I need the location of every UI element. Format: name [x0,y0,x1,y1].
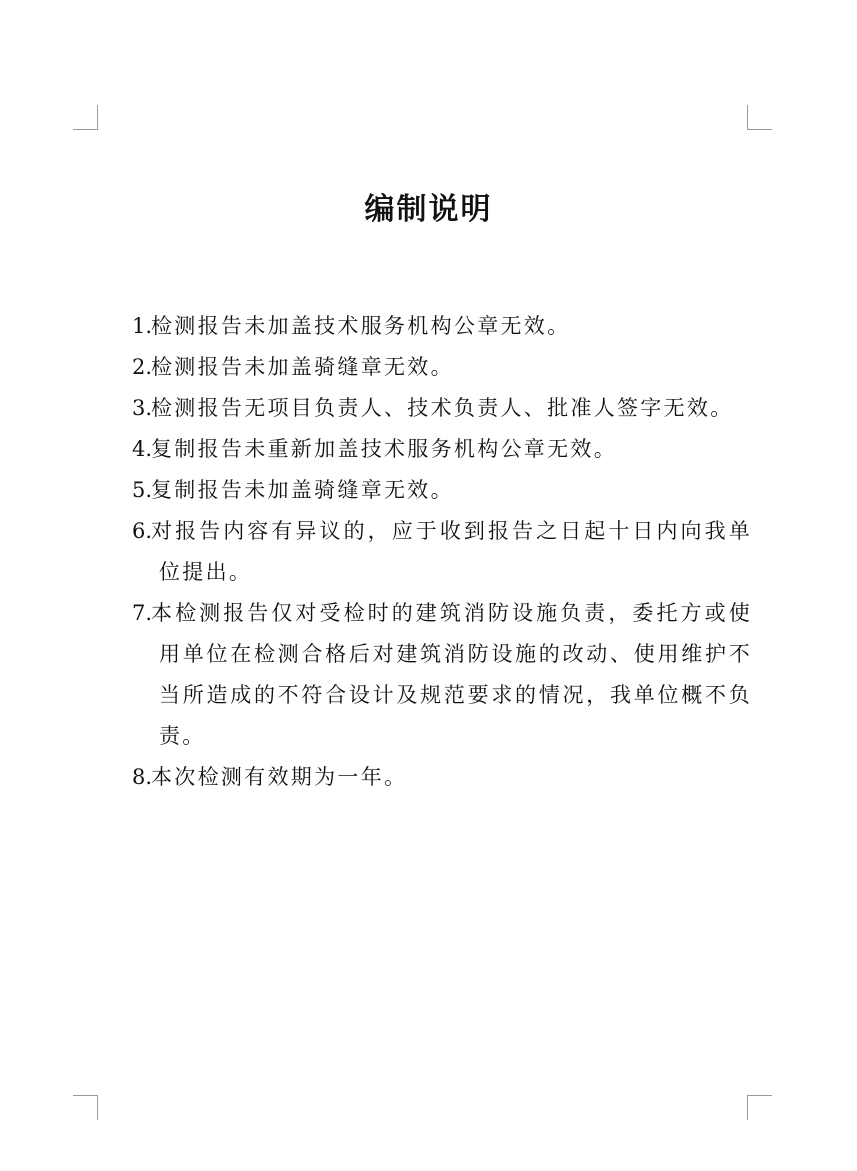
crop-mark-top-right [747,105,772,130]
note-number: 7. [132,601,153,625]
note-item [132,429,752,470]
page-title: 编制说明 [364,192,493,227]
note-text: 检测报告无项目负责人、技术负责人、批准人签字无效。 [151,396,734,420]
note-text: 复制报告未重新加盖技术服务机构公章无效。 [151,437,617,461]
crop-mark-bottom-right [747,1095,772,1120]
note-text: 检测报告未加盖技术服务机构公章无效。 [151,314,571,338]
note-item [132,306,752,347]
note-number: 5. [132,478,153,502]
note-item [132,593,752,757]
note-item [132,470,752,511]
note-item [132,347,752,388]
note-text: 复制报告未加盖骑缝章无效。 [151,478,454,502]
note-text: 对报告内容有异议的，应于收到报告之日起十日内向我单位提出。 [151,519,752,584]
crop-mark-top-left [73,105,98,130]
note-text: 本检测报告仅对受检时的建筑消防设施负责，委托方或使用单位在检测合格后对建筑消防设施的改动、使用维护不当所造成的不符合设计及规范要求的情况，我单位概不负责。 [151,601,752,748]
note-number: 4. [132,437,153,461]
note-number: 2. [132,355,153,379]
note-text: 本次检测有效期为一年。 [151,765,408,789]
note-number: 8. [132,765,153,789]
note-text: 检测报告未加盖骑缝章无效。 [151,355,454,379]
note-item [132,757,752,798]
note-item [132,511,752,593]
note-number: 6. [132,519,153,543]
notes-list [132,306,752,798]
crop-mark-bottom-left [73,1095,98,1120]
note-number: 1. [132,314,153,338]
note-item [132,388,752,429]
note-number: 3. [132,396,153,420]
